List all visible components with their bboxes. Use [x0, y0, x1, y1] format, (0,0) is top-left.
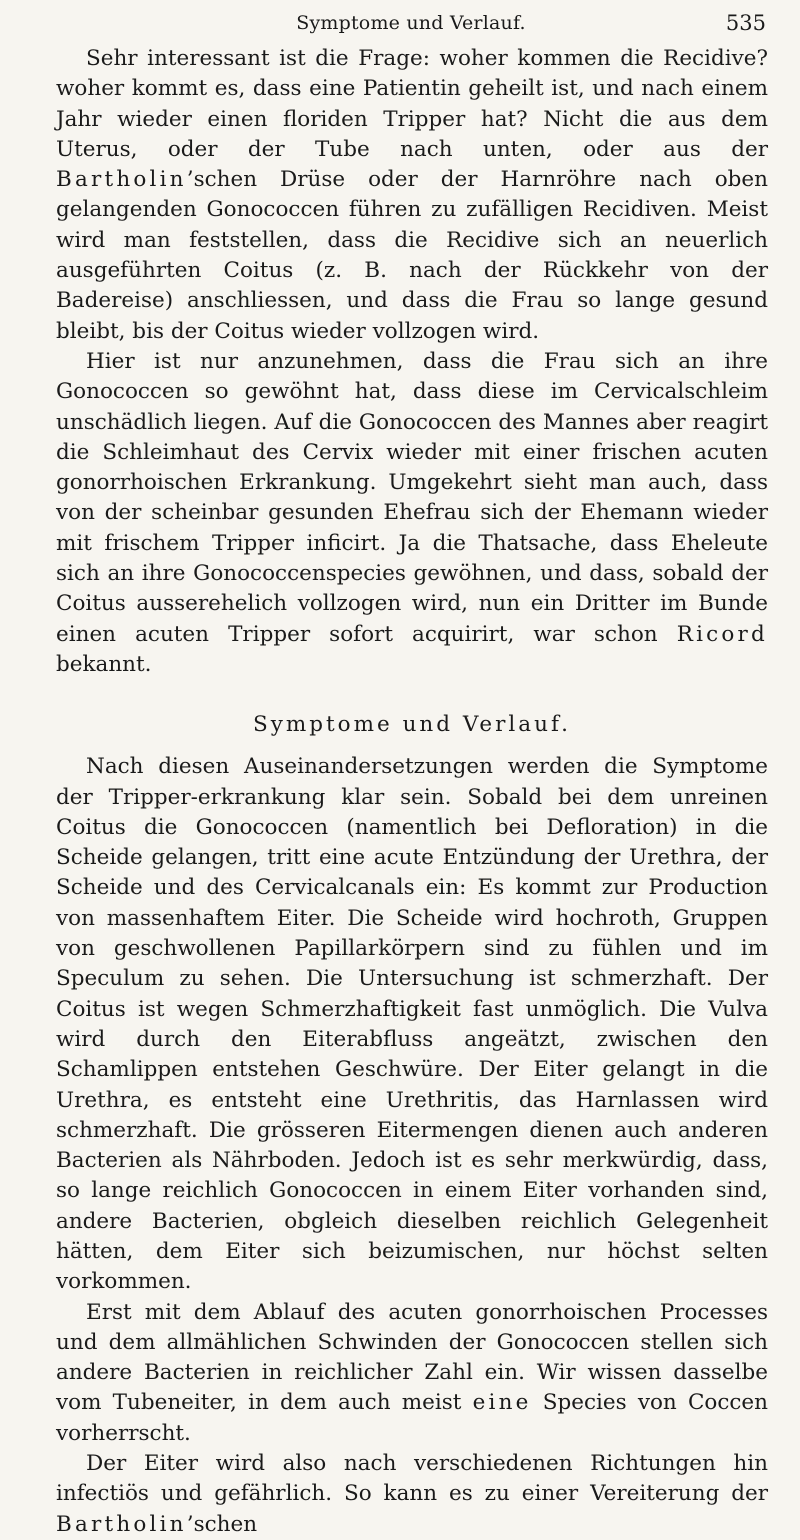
page-number: 535	[725, 11, 766, 35]
running-title: Symptome und Verlauf.	[296, 12, 526, 34]
emphasis-eine: eine	[472, 1390, 532, 1416]
running-head	[56, 8, 766, 38]
paragraph-symptoms: Nach diesen Auseinandersetzungen werden die Symptome der Tripper-erkrankung klar sein. Sobald bei dem unreinen Coitus die Gonococcen (namentlich bei Defloration) in die Scheide gelangen, tritt eine acute Entzündung der Urethra, der Scheide und des Cervicalcanals ein: Es kommt zur Production von massenhaftem Eiter. Die Scheide wird hochroth, Gruppen von geschwollenen Papillarkörpern sind zu fühlen und im Speculum zu sehen. Die Untersuchung ist schmerzhaft. Der Coitus ist wegen Schmerzhaftigkeit fast unmöglich. Die Vulva wird durch den Eiterabfluss angeätzt, zwischen den Schamlippen entstehen Geschwüre. Der Eiter gelangt in die Urethra, es entsteht eine Urethritis, das Harnlassen wird schmerzhaft. Die grösseren Eitermengen dienen auch anderen Bacterien als Nährboden. Jedoch ist es sehr merkwürdig, dass, so lange reichlich Gonococcen in einem Eiter vorhanden sind, andere Bacterien, obgleich dieselben reichlich Gelegenheit hätten, dem Eiter sich beizumischen, nur höchst selten vorkommen.	[56, 754, 768, 1295]
text-run: Sehr interessant ist die Frage: woher kommen die Recidive? woher kommt es, dass eine Patientin geheilt ist, und nach einem Jahr wieder einen floriden Tripper hat? Nicht die aus dem Uterus, oder der Tube nach unten, oder aus der	[56, 46, 768, 162]
paragraph-recidive-question	[56, 44, 768, 347]
text-run: Hier ist nur anzunehmen, dass die Frau sich an ihre Gonococcen so gewöhnt hat, dass diese im Cervicalschleim unschädlich liegen. Auf die Gonococcen des Mannes aber reagirt die Schleimhaut des Cervix wieder mit einer frischen acuten gonorrhoischen Erkrankung. Umgekehrt sieht man auch, dass von der scheinbar gesunden Ehefrau sich der Ehemann wieder mit frischem Tripper inficirt. Ja die Thatsache, dass Eheleute sich an ihre Gonococcenspecies gewöhnen, und dass, sobald der Coitus ausserehelich vollzogen wird, nun ein Dritter im Bunde einen acuten Tripper sofort acquirirt, war schon	[56, 348, 768, 647]
paragraph-infection	[56, 1449, 768, 1540]
text-run: Erst mit dem Ablauf des acuten gonorrhoischen Processes und dem allmählichen Schwinden der Gonococcen stellen sich andere Bacterien in reichlicher Zahl ein. Wir wissen dasselbe vom Tubeneiter, in dem auch meist	[56, 1299, 768, 1416]
text-run: bekannt.	[56, 651, 152, 677]
text-run: Species von Coccen vorherrscht.	[56, 1390, 768, 1446]
text-run: Der Eiter wird also nach verschiedenen Richtungen hin infectiös und gefährlich. So kann es zu einer Vereiterung der	[56, 1451, 768, 1507]
person-name-ricord: Ricord	[676, 621, 768, 647]
body-text	[56, 44, 768, 1540]
paragraph-course	[56, 1298, 768, 1449]
paragraph-gonococci-habituation	[56, 347, 768, 680]
text-run: ’schen	[186, 1511, 258, 1537]
text-run: ’schen Drüse oder der Harnröhre nach oben gelangenden Gonococcen führen zu zufälligen Recidiven. Meist wird man feststellen, dass die Recidive sich an neuerlich ausgeführten Coitus (z. B. nach der Rückkehr von der Badereise) anschliessen, und dass die Frau so lange gesund bleibt, bis der Coitus wieder vollzogen wird.	[56, 167, 768, 344]
person-name-bartholin: Bartholin	[56, 167, 187, 193]
section-heading: Symptome und Verlauf.	[253, 712, 571, 738]
person-name-bartholin: Bartholin	[56, 1511, 187, 1537]
